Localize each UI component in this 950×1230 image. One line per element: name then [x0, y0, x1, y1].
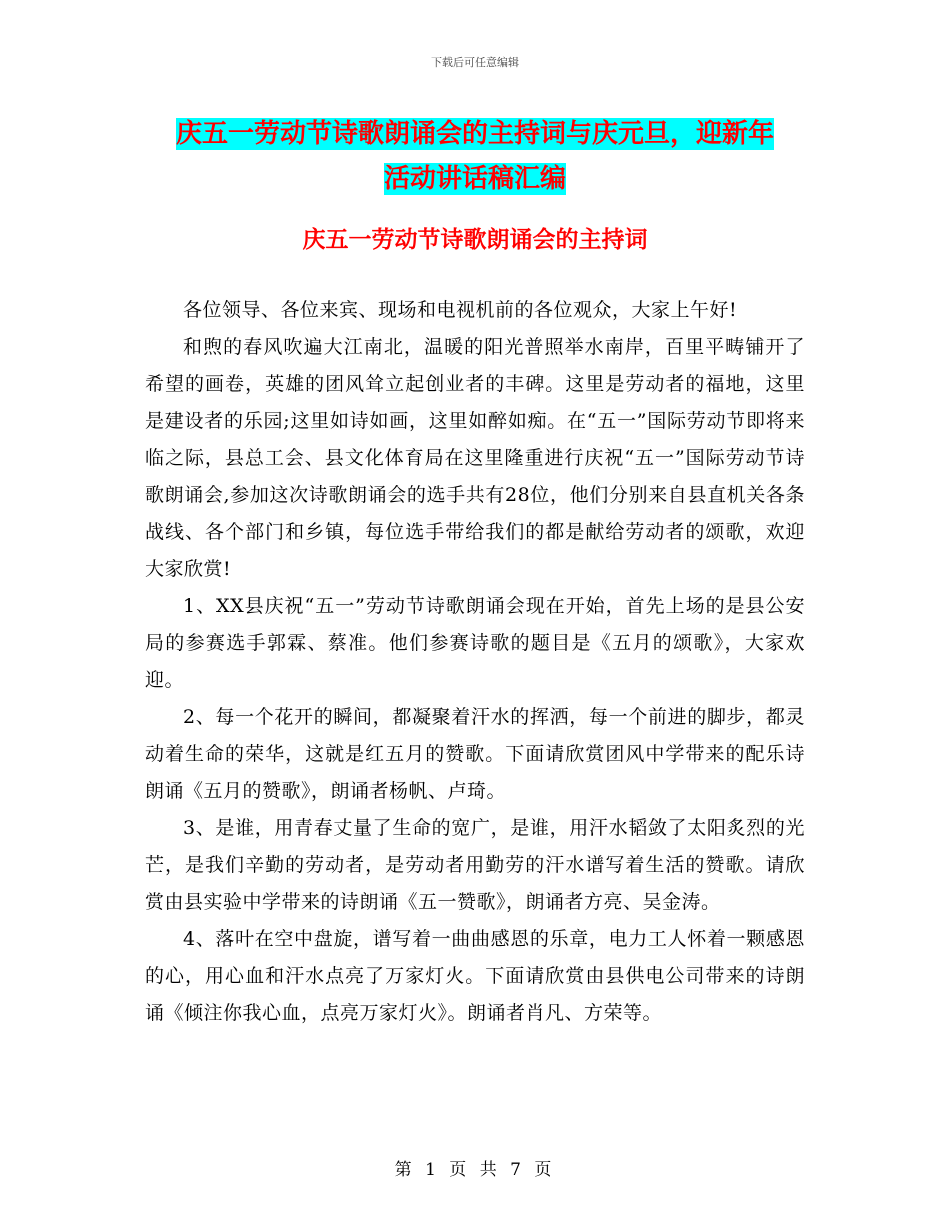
paragraph-item-3: 3、是谁，用青春丈量了生命的宽广，是谁，用汗水韬敛了太阳炙烈的光芒，是我们辛勤的劳动者，是劳动者用勤劳的汗水谱写着生活的赞歌。请欣赏由县实验中学带来的诗朗诵《五一赞歌》，朗诵者方亮、吴金涛。	[145, 817, 805, 913]
paragraph-greeting: 各位领导、各位来宾、现场和电视机前的各位观众，大家上午好!	[183, 299, 738, 321]
document-body	[145, 292, 805, 1032]
document-title	[140, 112, 810, 202]
paragraph-item-1: 1、XX县庆祝“五一”劳动节诗歌朗诵会现在开始，首先上场的是县公安局的参赛选手郭霖、蔡准。他们参赛诗歌的题目是《五月的颂歌》，大家欢迎。	[145, 595, 805, 691]
document-title-line-1: 庆五一劳动节诗歌朗诵会的主持词与庆元旦，迎新年	[175, 119, 774, 149]
page-header-note: 下载后可任意编辑	[431, 56, 519, 69]
page-number-footer: 第 1 页 共 7 页	[394, 1160, 556, 1180]
section-title: 庆五一劳动节诗歌朗诵会的主持词	[302, 226, 648, 253]
paragraph-item-4: 4、落叶在空中盘旋，谱写着一曲曲感恩的乐章，电力工人怀着一颗感恩的心，用心血和汗水点亮了万家灯火。下面请欣赏由县供电公司带来的诗朗诵《倾注你我心血，点亮万家灯火》。朗诵者肖凡、方荣等。	[145, 928, 805, 1024]
paragraph-intro: 和煦的春风吹遍大江南北，温暖的阳光普照举水南岸，百里平畴铺开了希望的画卷，英雄的团风耸立起创业者的丰碑。这里是劳动者的福地，这里是建设者的乐园;这里如诗如画，这里如醉如痴。在“五一”国际劳动节即将来临之际，县总工会、县文化体育局在这里隆重进行庆祝“五一”国际劳动节诗歌朗诵会,参加这次诗歌朗诵会的选手共有28位，他们分别来自县直机关各条战线、各个部门和乡镇，每位选手带给我们的都是献给劳动者的颂歌，欢迎大家欣赏!	[145, 336, 805, 580]
paragraph-item-2: 2、每一个花开的瞬间，都凝聚着汗水的挥洒，每一个前进的脚步，都灵动着生命的荣华，这就是红五月的赞歌。下面请欣赏团风中学带来的配乐诗朗诵《五月的赞歌》，朗诵者杨帆、卢琦。	[145, 706, 805, 802]
document-title-line-2: 活动讲话稿汇编	[383, 164, 566, 194]
